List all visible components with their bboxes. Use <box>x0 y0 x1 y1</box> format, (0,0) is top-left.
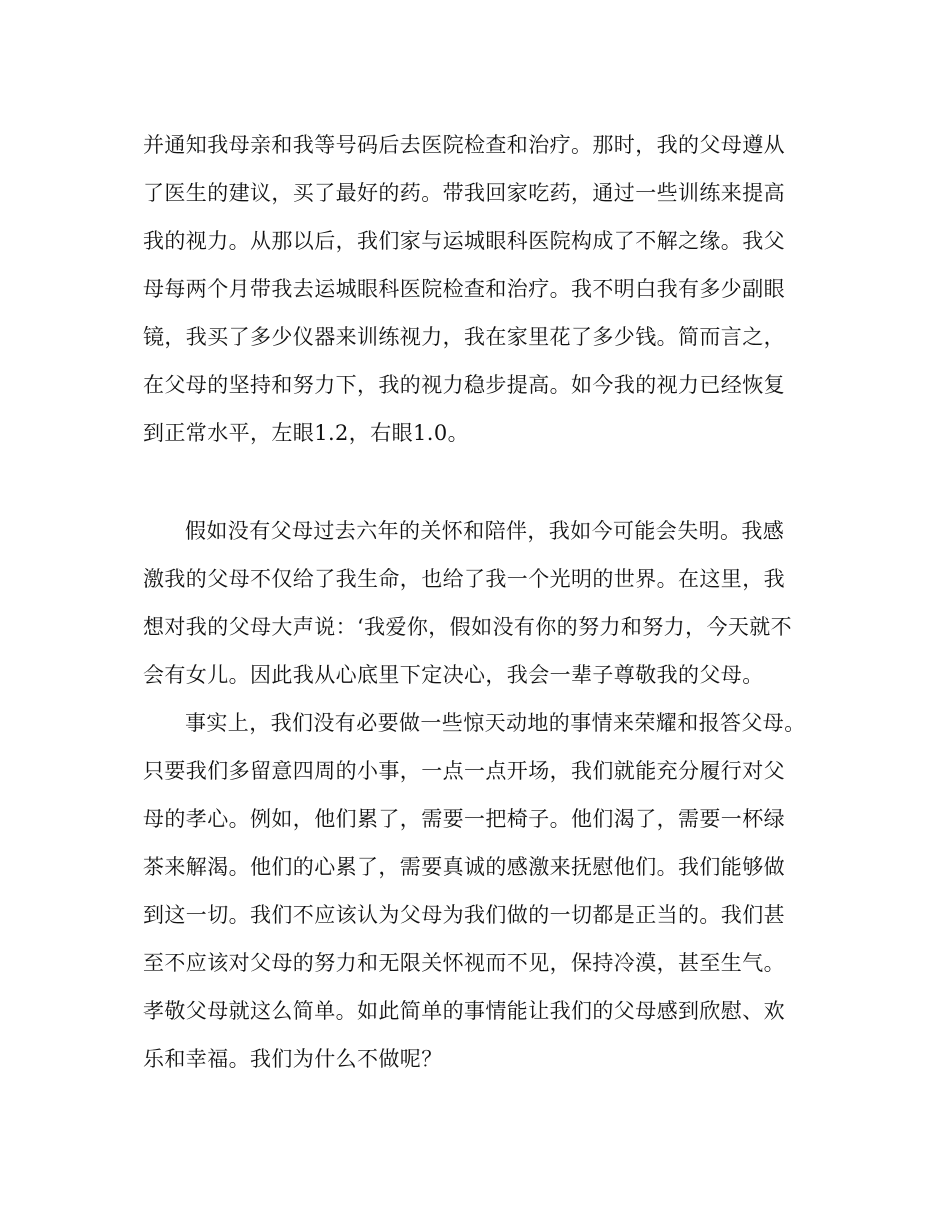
text-line: 孝敬父母就这么简单。如此简单的事情能让我们的父母感到欣慰、欢 <box>143 999 785 1023</box>
text-line: 事实上，我们没有必要做一些惊天动地的事情来荣耀和报答父母。 <box>185 711 806 735</box>
text-line: 母每两个月带我去运城眼科医院检查和治疗。我不明白我有多少副眼 <box>143 277 785 301</box>
text-line: 乐和幸福。我们为什么不做呢？ <box>143 1047 443 1071</box>
text-line: 茶来解渴。他们的心累了，需要真诚的感激来抚慰他们。我们能够做 <box>143 855 785 879</box>
text-line: 母的孝心。例如，他们累了，需要一把椅子。他们渴了，需要一杯绿 <box>143 807 785 831</box>
text-line: 会有女儿。因此我从心底里下定决心，我会一辈子尊敬我的父母。 <box>143 663 764 687</box>
text-line: 至不应该对父母的努力和无限关怀视而不见，保持冷漠，甚至生气。 <box>143 951 785 975</box>
text-line: 在父母的坚持和努力下，我的视力稳步提高。如今我的视力已经恢复 <box>143 373 785 397</box>
text-line: 想对我的父母大声说：‘我爱你，假如没有你的努力和努力，今天就不 <box>143 615 793 639</box>
text-line: 只要我们多留意四周的小事，一点一点开场，我们就能充分履行对父 <box>143 759 785 783</box>
text-line: 假如没有父母过去六年的关怀和陪伴，我如今可能会失明。我感 <box>185 519 785 543</box>
text-line: 到正常水平，左眼1.2，右眼1.0。 <box>143 421 469 445</box>
text-line: 我的视力。从那以后，我们家与运城眼科医院构成了不解之缘。我父 <box>143 229 785 253</box>
text-line: 镜，我买了多少仪器来训练视力，我在家里花了多少钱。简而言之， <box>143 325 785 349</box>
text-line: 到这一切。我们不应该认为父母为我们做的一切都是正当的。我们甚 <box>143 903 785 927</box>
text-line: 了医生的建议，买了最好的药。带我回家吃药，通过一些训练来提高 <box>143 181 785 205</box>
text-line: 并通知我母亲和我等号码后去医院检查和治疗。那时，我的父母遵从 <box>143 133 785 157</box>
text-line: 激我的父母不仅给了我生命，也给了我一个光明的世界。在这里，我 <box>143 567 785 591</box>
